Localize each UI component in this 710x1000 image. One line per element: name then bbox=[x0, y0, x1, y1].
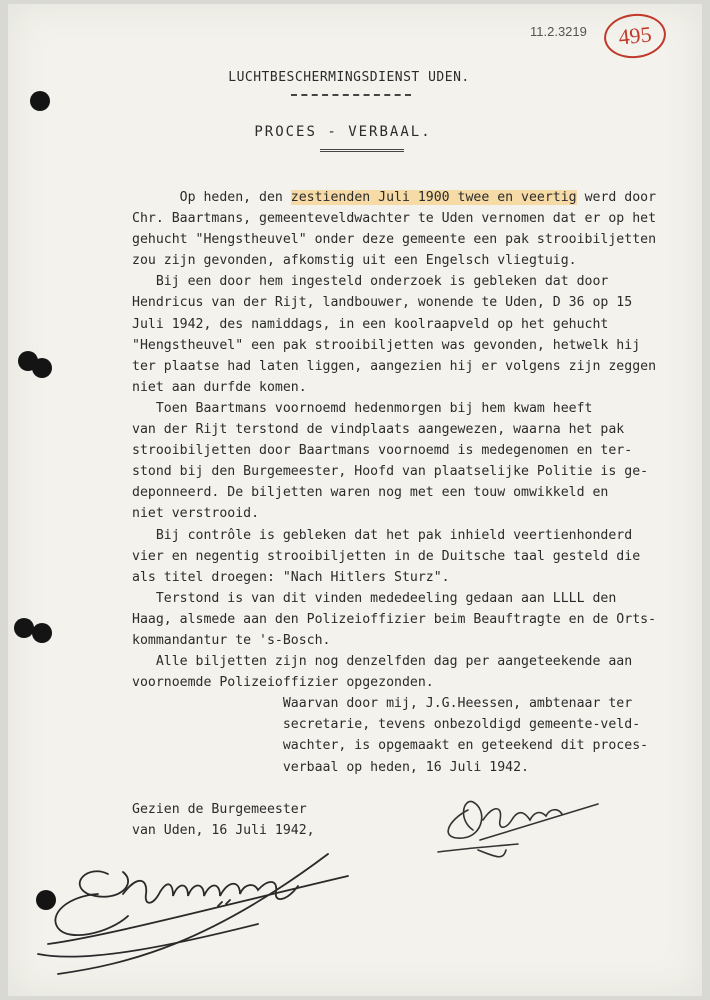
text-line bbox=[132, 609, 710, 630]
text-line bbox=[132, 271, 710, 292]
text-segment: Terstond is van dit vinden mededeeling gedaan aan LLLL den bbox=[132, 590, 617, 606]
page-number-stamp: 495 bbox=[602, 11, 668, 61]
text-segment: gehucht "Hengstheuvel" onder deze gemeente een pak strooibiljetten bbox=[132, 232, 657, 248]
text-segment: Chr. Baartmans, gemeenteveldwachter te Uden vernomen dat er op het bbox=[132, 211, 657, 227]
text-line bbox=[132, 335, 710, 356]
text-segment: deponneerd. De biljetten waren nog met een touw omwikkeld en bbox=[132, 485, 609, 501]
text-segment: van Uden, 16 Juli 1942, bbox=[132, 822, 315, 838]
text-line bbox=[132, 546, 710, 567]
text-segment: Hendricus van der Rijt, landbouwer, wonende te Uden, D 36 op 15 bbox=[132, 295, 633, 311]
text-line bbox=[132, 461, 710, 482]
highlighted-text: zestienden Juli 1900 twee en veertig bbox=[290, 190, 577, 205]
text-line bbox=[132, 292, 710, 313]
text-line bbox=[132, 250, 710, 271]
text-segment: stond bij den Burgemeester, Hoofd van plaatselijke Politie is ge- bbox=[132, 464, 649, 480]
text-line bbox=[132, 356, 710, 377]
punch-hole bbox=[32, 623, 52, 643]
punch-hole bbox=[30, 91, 50, 111]
text-segment: Alle biljetten zijn nog denzelfden dag per aangeteekende aan bbox=[132, 654, 633, 670]
text-line bbox=[132, 419, 710, 440]
text-segment: verbaal op heden, 16 Juli 1942. bbox=[132, 759, 529, 775]
text-segment: Op heden, den bbox=[132, 190, 291, 205]
text-line bbox=[132, 229, 710, 250]
text-segment: zou zijn gevonden, afkomstig uit een Engelsch vliegtuig. bbox=[132, 253, 577, 269]
text-line bbox=[132, 187, 710, 208]
text-segment: vier en negentig strooibiljetten in de Duitsche taal gesteld die bbox=[132, 548, 641, 564]
text-segment: Toen Baartmans voornoemd hedenmorgen bij hem kwam heeft bbox=[132, 400, 593, 416]
text-segment: Bij contrôle is gebleken dat het pak inhield veertienhonderd bbox=[132, 527, 633, 543]
text-segment: niet verstrooid. bbox=[132, 506, 260, 522]
text-line bbox=[132, 314, 710, 335]
text-segment: niet aan durfde komen. bbox=[132, 379, 307, 395]
text-line bbox=[132, 567, 710, 588]
text-line bbox=[132, 377, 710, 398]
punch-hole bbox=[14, 618, 34, 638]
text-segment: Bij een door hem ingesteld onderzoek is gebleken dat door bbox=[132, 274, 609, 290]
text-line bbox=[132, 503, 710, 524]
document-body bbox=[132, 187, 710, 841]
text-segment: Haag, alsmede aan den Polizeioffizier beim Beauftragte en de Orts- bbox=[132, 611, 657, 627]
title-underline bbox=[320, 149, 404, 152]
text-segment: Gezien de Burgemeester bbox=[132, 801, 307, 817]
text-segment: van der Rijt terstond de vindplaats aangewezen, waarna het pak bbox=[132, 422, 625, 438]
document-title: PROCES - VERBAAL. bbox=[254, 124, 432, 140]
text-line bbox=[132, 651, 710, 672]
text-line bbox=[132, 440, 710, 461]
heessen-signature bbox=[428, 790, 628, 870]
burgemeester-signature bbox=[28, 824, 368, 994]
text-segment: voornoemde Polizeioffizier opgezonden. bbox=[132, 675, 434, 691]
text-segment: "Hengstheuvel" een pak strooibiljetten was gevonden, hetwelk hij bbox=[132, 337, 641, 353]
text-line bbox=[132, 757, 710, 778]
text-segment: strooibiljetten door Baartmans voornoemd is medegenomen en ter- bbox=[132, 443, 633, 459]
punch-hole bbox=[32, 358, 52, 378]
text-line bbox=[132, 588, 710, 609]
text-segment: Waarvan door mij, J.G.Heessen, ambtenaar ter bbox=[132, 696, 633, 712]
text-line bbox=[132, 693, 710, 714]
text-segment: wachter, is opgemaakt en geteekend dit proces- bbox=[132, 738, 649, 754]
text-segment: ter plaatse had laten liggen, aangezien hij er volgens zijn zeggen bbox=[132, 358, 657, 374]
text-line bbox=[132, 398, 710, 419]
text-segment: secretarie, tevens onbezoldigd gemeente-veld- bbox=[132, 717, 641, 733]
document-page bbox=[8, 4, 702, 996]
document-header: LUCHTBESCHERMINGSDIENST UDEN. bbox=[228, 70, 470, 85]
text-segment: als titel droegen: "Nach Hitlers Sturz". bbox=[132, 569, 450, 585]
text-segment: Juli 1942, des namiddags, in een koolraapveld op het gehucht bbox=[132, 316, 609, 332]
header-underline bbox=[291, 94, 411, 96]
text-segment: kommandantur te 's-Bosch. bbox=[132, 632, 331, 648]
text-line bbox=[132, 735, 710, 756]
archive-number: 11.2.3219 bbox=[530, 24, 587, 39]
text-line bbox=[132, 525, 710, 546]
text-line bbox=[132, 482, 710, 503]
text-line bbox=[132, 208, 710, 229]
text-line bbox=[132, 672, 710, 693]
text-segment: werd door bbox=[576, 190, 657, 205]
text-line bbox=[132, 630, 710, 651]
text-line bbox=[132, 714, 710, 735]
